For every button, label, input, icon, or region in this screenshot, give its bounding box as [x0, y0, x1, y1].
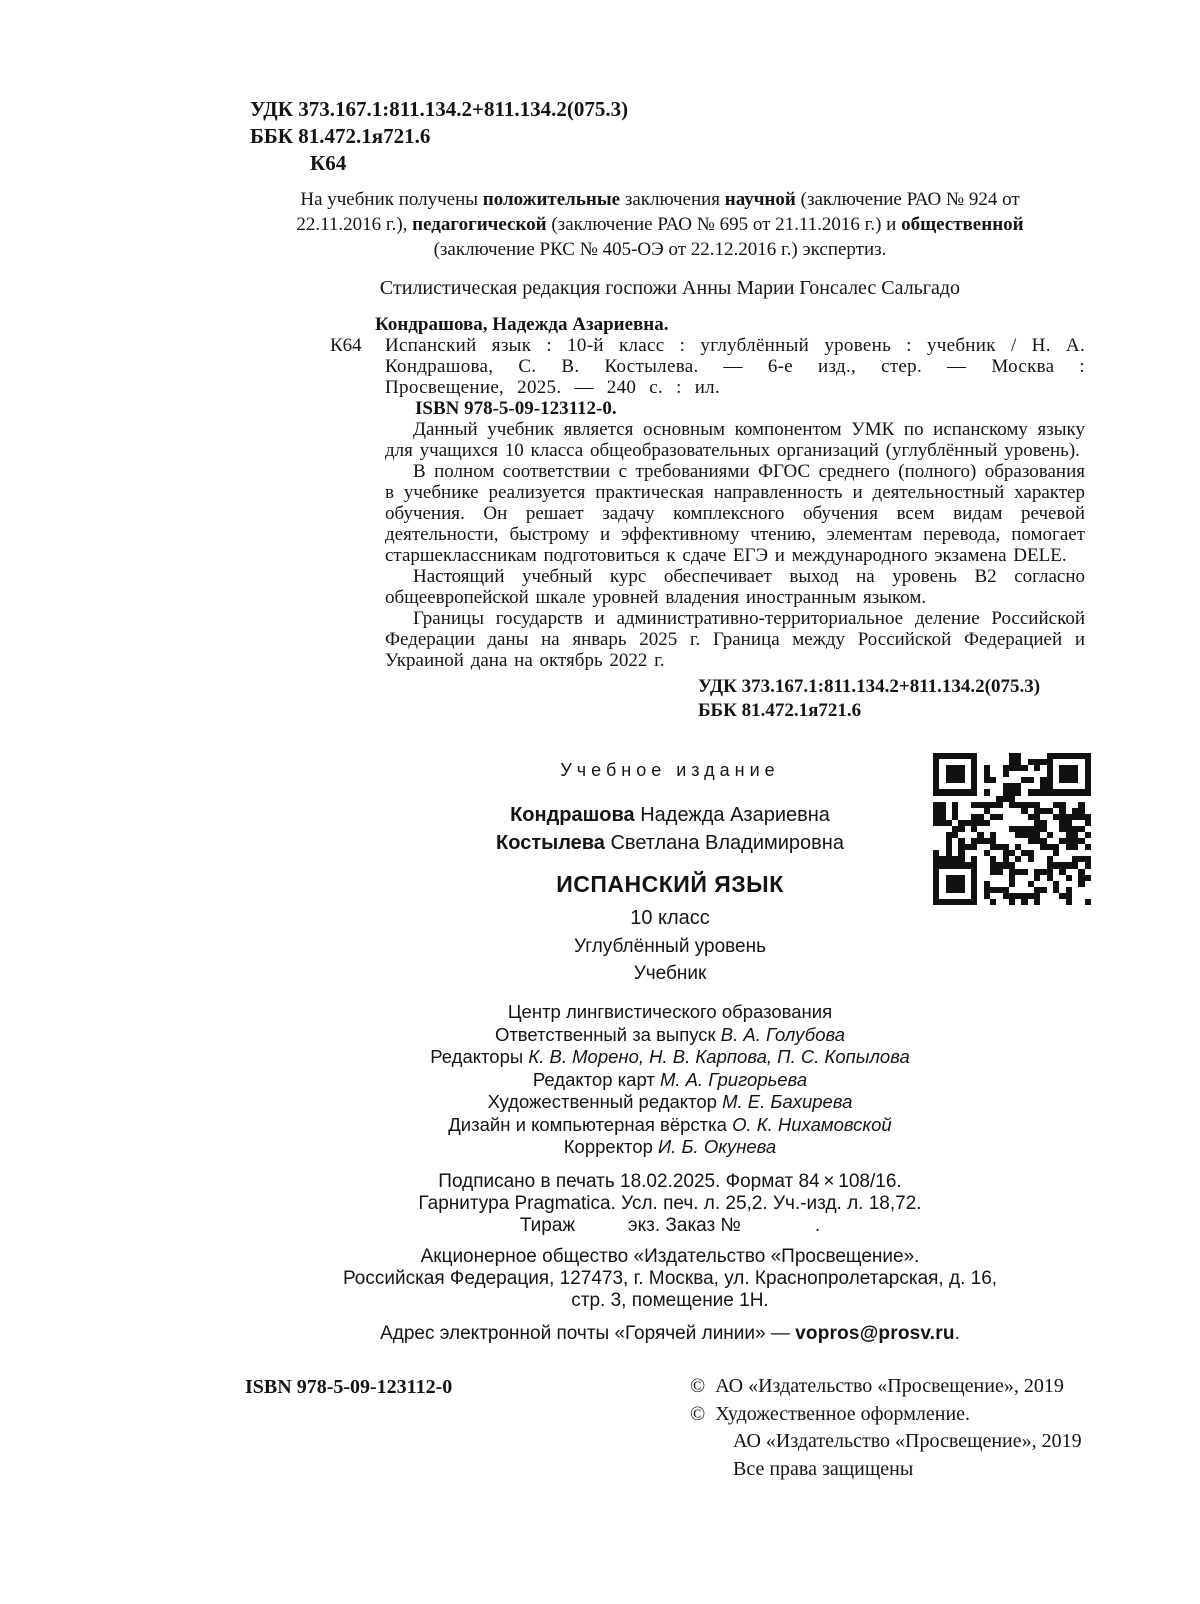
credit-name: М. А. Григорьева	[659, 1068, 808, 1090]
credit-name: И. Б. Окунева	[658, 1136, 777, 1157]
publisher-info	[250, 1246, 1090, 1312]
credit-line: Центр лингвистического образования	[507, 1001, 833, 1022]
credit-role: Корректор	[563, 1136, 658, 1157]
print-info-line: Подписано в печать 18.02.2025. Формат 84 × 108/16.	[438, 1170, 902, 1192]
author-name	[250, 801, 1090, 829]
publisher-line: Российская Федерация, 127473, г. Москва, ул. Краснопролетарская, д. 16,	[342, 1267, 998, 1289]
k64-margin-label: К64	[330, 335, 362, 356]
print-info	[250, 1171, 1090, 1237]
publisher-line: стр. 3, помещение 1Н.	[571, 1289, 769, 1311]
author-heading: Кондрашова, Надежда Азариевна.	[375, 314, 669, 335]
credit-name: К. В. Морено, Н. В. Карпова, П. С. Копылова	[528, 1046, 910, 1067]
print-info-line: Тираж экз. Заказ № .	[519, 1214, 821, 1236]
bibliographic-record	[330, 314, 1085, 723]
credit-name: О. К. Нихамовской	[732, 1113, 892, 1135]
author-surname: Костылева	[496, 832, 605, 854]
udk-bottom-line: УДК 373.167.1:811.134.2+811.134.2(075.3)	[698, 676, 1041, 697]
edition-section	[250, 760, 1090, 1345]
publisher-line: Акционерное общество «Издательство «Просвещение».	[420, 1245, 920, 1267]
classification-header	[250, 0, 1200, 177]
author-given-names: Надежда Азариевна	[634, 804, 830, 826]
level-line: Углублённый уровень	[573, 936, 766, 957]
author-surname: Кондрашова	[510, 804, 635, 826]
copyright-line: © АО «Издательство «Просвещение», 2019	[690, 1375, 1064, 1397]
credit-name: В. А. Голубова	[720, 1023, 846, 1045]
udk-line: УДК 373.167.1:811.134.2+811.134.2(075.3)	[250, 97, 629, 121]
bbk-line: ББК 81.472.1я721.6	[250, 124, 431, 148]
type-line: Учебник	[633, 963, 707, 984]
copyright-line: Все права защищены	[733, 1457, 914, 1480]
footer-isbn: ISBN 978-5-09-123112-0	[245, 1376, 453, 1398]
isbn-line: ISBN 978-5-09-123112-0.	[415, 398, 617, 419]
grade-line: 10 класс	[630, 907, 710, 929]
copyright-line: © Художественное оформление.	[690, 1402, 971, 1425]
hotline-email-label: Адрес электронной почты «Горячей линии» —	[380, 1322, 796, 1344]
authors-block	[250, 801, 1090, 857]
stylistic-note: Стилистическая редакция госпожи Анны Марии Гонсалес Сальгадо	[379, 277, 961, 299]
bbk-bottom-line: ББК 81.472.1я721.6	[698, 700, 862, 721]
copyright-block	[690, 1373, 1082, 1483]
credit-line	[250, 1091, 1090, 1114]
credit-role: Художественный редактор	[487, 1091, 723, 1112]
annotation-paragraph: Настоящий учебный курс обеспечивает выход на уровень В2 согласно общеевропейской шкале уровней владения иностранным языком.	[385, 566, 1085, 608]
credit-role: Ответственный за выпуск	[494, 1023, 721, 1045]
book-title: ИСПАНСКИЙ ЯЗЫК	[556, 871, 784, 897]
expertise-note: На учебник получены положительные заключения научной (заключение РАО № 924 от 22.11.2016 г.), педагогической (заключение РАО № 695 от 21.11.2016 г.) и общественной (заключение РКС № 405-ОЭ от 22.12.2016 г.) экспертиз.	[296, 189, 1024, 260]
edition-label: Учебное издание	[560, 760, 780, 780]
k64-line: К64	[310, 151, 347, 175]
copyright-line: АО «Издательство «Просвещение», 2019	[733, 1430, 1082, 1452]
annotation-paragraph: Данный учебник является основным компонентом УМК по испанскому языку для учащихся 10 класса общеобразовательных организаций (углублённый уровень).	[385, 419, 1085, 461]
bibliographic-description: Испанский язык : 10-й класс : углублённый уровень : учебник / Н. А. Кондрашова, С. В. Костылева. — 6-е изд., стер. — Москва : Просвещение, 2025. — 240 с. : ил.	[385, 335, 1085, 398]
author-name	[250, 829, 1090, 857]
annotation-paragraph: В полном соответствии с требованиями ФГОС среднего (полного) образования в учебнике реализуется практическая направленность и деятельностный характер обучения. Он решает задачу комплексного обучения всем видам речевой деятельности, быстрому и эффективному чтению, элементам перевода, помогает старшеклассникам подготовиться к сдаче ЕГЭ и международного экзамена DELE.	[385, 461, 1085, 566]
hotline-email-suffix: .	[954, 1322, 960, 1344]
author-given-names: Светлана Владимировна	[604, 832, 844, 854]
credit-line	[250, 1114, 1090, 1137]
credit-role: Дизайн и компьютерная вёрстка	[448, 1113, 733, 1135]
annotation-paragraph: Границы государств и административно-территориальное деление Российской Федерации даны на январь 2025 г. Граница между Российской Федерацией и Украиной дана на октябрь 2022 г.	[385, 608, 1085, 671]
print-info-line: Гарнитура Pragmatica. Усл. печ. л. 25,2. Уч.-изд. л. 18,72.	[418, 1192, 922, 1214]
credit-role: Редакторы	[430, 1046, 529, 1067]
bibliographic-body	[330, 335, 1085, 723]
udk-bbk-bottom	[698, 675, 1085, 723]
credits-block	[250, 1001, 1090, 1159]
hotline-email-line	[250, 1323, 1090, 1345]
credit-line	[250, 1046, 1090, 1069]
credit-line	[250, 1069, 1090, 1092]
credit-role: Редактор карт	[532, 1068, 660, 1090]
credit-line	[250, 1136, 1090, 1159]
hotline-email: vopros@prosv.ru	[795, 1322, 955, 1344]
credit-name: М. Е. Бахирева	[722, 1091, 853, 1112]
credit-line	[250, 1024, 1090, 1047]
